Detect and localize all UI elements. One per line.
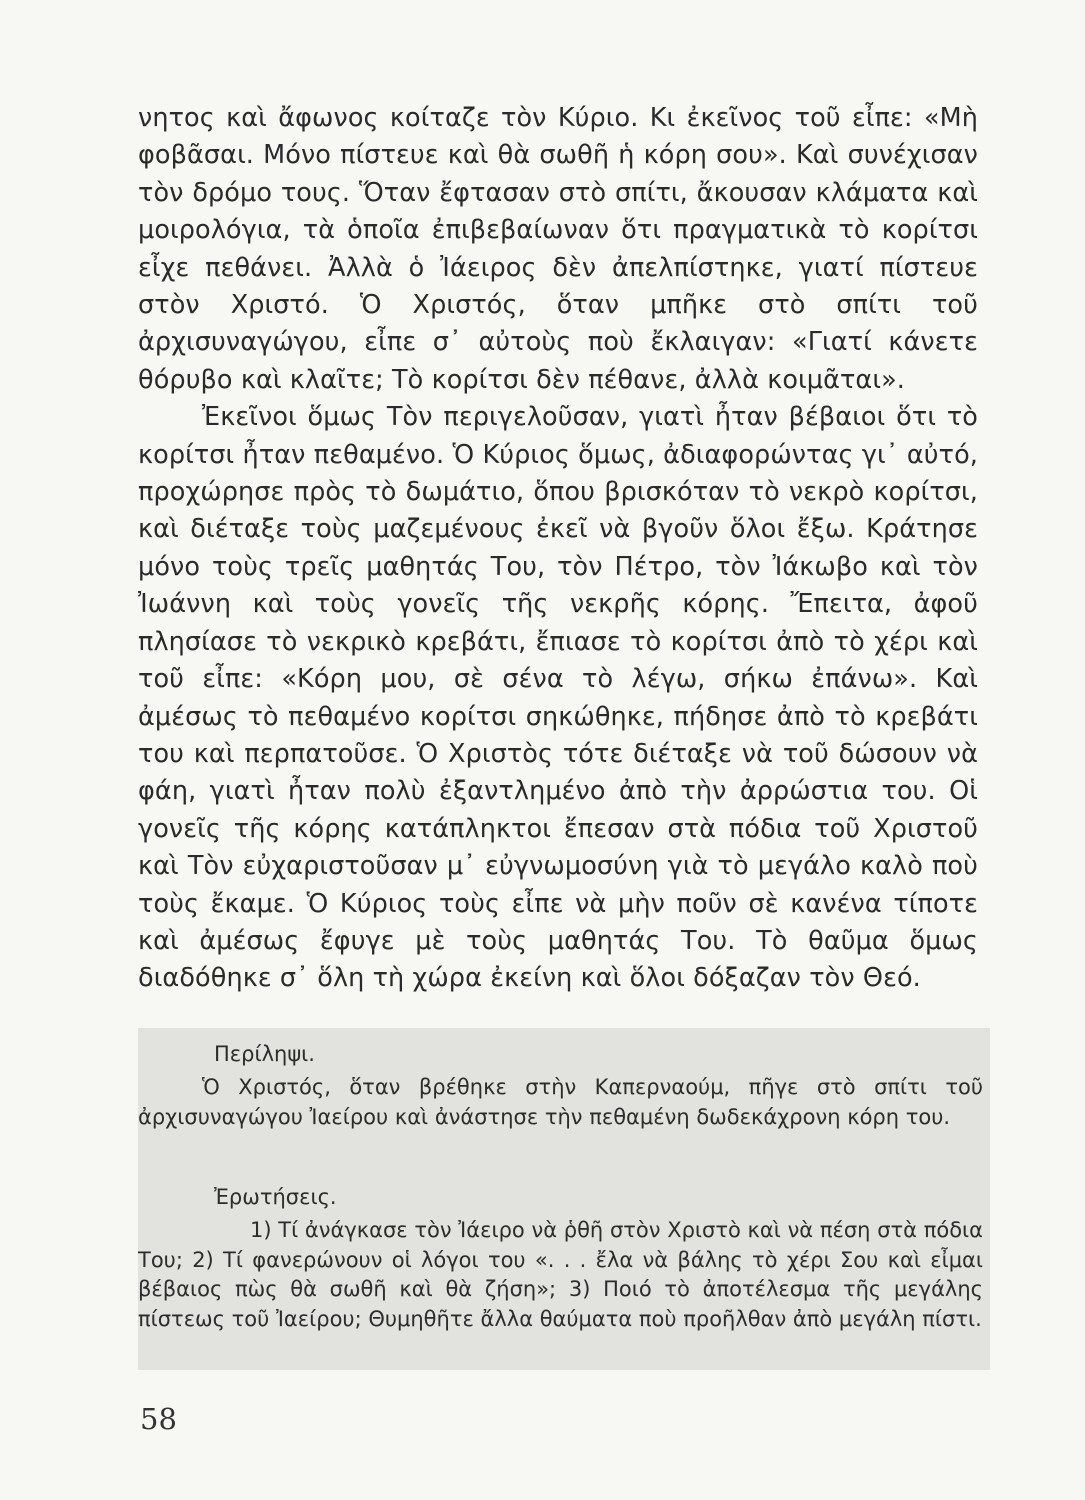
paragraph-1: νητος καὶ ἄφωνος κοίταζε τὸν Κύριο. Κι ἐκεῖνος τοῦ εἶπε: «Μὴ φοβᾶσαι. Μόνο πίστευε καὶ θὰ σωθῆ ἡ κόρη σου». Καὶ συνέχισαν τὸν δρόμο τους. Ὅταν ἔφτασαν στὸ σπίτι, ἄκουσαν κλάματα καὶ μοιρολόγια, τὰ ὁποῖα ἐπιβεβαίωναν ὅτι πραγματικὰ τὸ κορίτσι εἶχε πεθάνει. Ἀλλὰ ὁ Ἰάειρος δὲν ἀπελπίστηκε, γιατί πίστευε στὸν Χριστό. Ὁ Χριστός, ὅταν μπῆκε στὸ σπίτι τοῦ ἀρχισυναγώγου, εἶπε σ᾽ αὐτοὺς ποὺ ἔκλαιγαν: «Γιατί κάνετε θόρυβο καὶ κλαῖτε; Τὸ κορίτσι δὲν πέθανε, ἀλλὰ κοιμᾶται».: [138, 103, 978, 395]
summary-text: Ὁ Χριστός, ὅταν βρέθηκε στὴν Καπερναούμ, πῆγε στὸ σπίτι τοῦ ἀρχισυναγώγου Ἰαείρου καὶ ἀνάστησε τὴν πεθαμένη δωδεκάχρονη κόρη του.: [138, 1075, 983, 1129]
summary-questions-box: [138, 1028, 990, 1370]
questions-text: 1) Τί ἀνάγκασε τὸν Ἰάειρο νὰ ῥθῆ στὸν Χριστὸ καὶ νὰ πέση στὰ πόδια Του; 2) Τί φανερώνουν οἱ λόγοι του «. . . ἔλα νὰ βάλης τὸ χέρι Σου καὶ εἶμαι βέβαιος πὼς θὰ σωθῆ καὶ θὰ ζήση»; 3) Ποιό τὸ ἀποτέλεσμα τῆς μεγάλης πίστεως τοῦ Ἰαείρου; Θυμηθῆτε ἄλλα θαύματα ποὺ προῆλθαν ἀπὸ μεγάλη πίστι.: [138, 1218, 983, 1331]
main-text: [138, 100, 978, 998]
page-number: 58: [140, 1402, 177, 1436]
paragraph-2: Ἐκεῖνοι ὅμως Τὸν περιγελοῦσαν, γιατὶ ἦταν βέβαιοι ὅτι τὸ κορίτσι ἦταν πεθαμένο. Ὁ Κύριος ὅμως, ἀδιαφορώντας γι᾽ αὐτό, προχώρησε πρὸς τὸ δωμάτιο, ὅπου βρισκόταν τὸ νεκρὸ κορίτσι, καὶ διέταξε τοὺς μαζεμένους ἐκεῖ νὰ βγοῦν ὅλοι ἔξω. Κράτησε μόνο τοὺς τρεῖς μαθητάς Του, τὸν Πέτρο, τὸν Ἰάκωβο καὶ τὸν Ἰωάννη καὶ τοὺς γονεῖς τῆς νεκρῆς κόρης. Ἔπειτα, ἀφοῦ πλησίασε τὸ νεκρικὸ κρεβάτι, ἔπιασε τὸ κορίτσι ἀπὸ τὸ χέρι καὶ τοῦ εἶπε: «Κόρη μου, σὲ σένα τὸ λέγω, σήκω ἐπάνω». Καὶ ἀμέσως τὸ πεθαμένο κορίτσι σηκώθηκε, πήδησε ἀπὸ τὸ κρεβάτι του καὶ περπατοῦσε. Ὁ Χριστὸς τότε διέταξε νὰ τοῦ δώσουν νὰ φάη, γιατὶ ἦταν πολὺ ἐξαντλημένο ἀπὸ τὴν ἀρρώστια του. Οἱ γονεῖς τῆς κόρης κατάπληκτοι ἔπεσαν στὰ πόδια τοῦ Χριστοῦ καὶ Τὸν εὐχαριστοῦσαν μ᾽ εὐγνωμοσύνη γιὰ τὸ μεγάλο καλὸ ποὺ τοὺς ἔκαμε. Ὁ Κύριος τοὺς εἶπε νὰ μὴν ποῦν σὲ κανένα τίποτε καὶ ἀμέσως ἔφυγε μὲ τοὺς μαθητάς Του. Τὸ θαῦμα ὅμως διαδόθηκε σ᾽ ὅλη τὴ χώρα ἐκείνη καὶ ὅλοι δόξαζαν τὸν Θεό.: [138, 402, 978, 994]
summary-title: Περίληψι.: [214, 1042, 315, 1066]
questions-title: Ἐρωτήσεις.: [214, 1185, 337, 1209]
